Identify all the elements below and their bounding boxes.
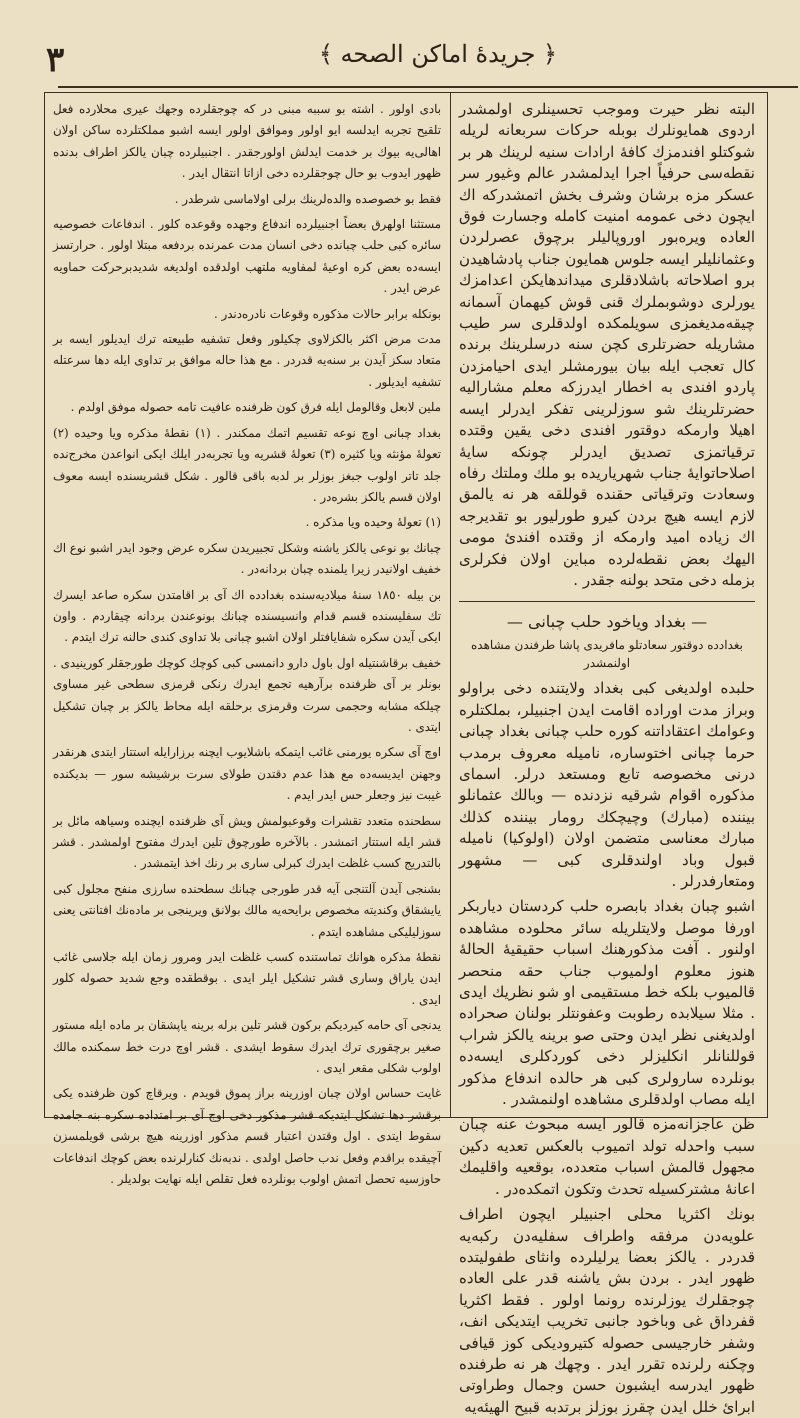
article-paragraph: بشنجی آیدن آلتنجی آیه قدر طورجی چبانك سطحنده سارزی منفح مجلول كبی یایشقاق وكندیته مخصوص برایحه‌یه مالك بولانق ویرینجی بر ماده‌نك افتانتی یعنی سوزلیلیكی مشاهده ایتدم . [53,881,441,939]
article-paragraph: چبانك بو نوعی یالكز یاشنه وشكل تجبیریدن سكره عرض وجود ایدر اشبو نوع اك خفیف اولانیدر زیرا یلمنده چبان بردانه‌در . [53,540,441,577]
article-paragraph: ملین لابعل وقالومل ایله فرق كون ظرفنده عافیت تامه حصوله موفق اولدم . [70,400,441,415]
article-paragraph: البته نظر حیرت وموجب تحسینلری اولمشدر اردوی همایونلرك بوبله حركات سربعانه لریله شوكتلو افندمزك كافهٔ ارادات سنیه لرینك هر بر نقطه‌سی حرفیاً اجرا ایدلمشدر عالم وغیور سر عسكر مزه برشان وشرف بخش اتمشدركه اك ایچون دخی عمومه امنیت كامله وجسارت فوق العاده ویره‌بور اوروپالیلر برچوق عصرلردن وعثمانلیلر ایسه جلوس همایون جناب پادشاهیدن برو اصلاحاته باشلادقلری میداندهایكن اعدامزك یورلری دوشوبملرك قنی قوش كیهمان آسمانه چیقه‌مدیغمزی سویلمكده اولدقلری سر طیب مشاریله حضرتلری كچن سنه درسلرینك برنده كال تعجب ایله بیان بیورمشلر ایدی احیامزدن پاردو افندی به اخطار ایدرزكه معلم مشارالیه حضرتلرینك شو سوزلرینی تفكر ایدرلر ایسه اهیلا وارمكه دوقتور افندی دخی یقین وقتده ترقیاتمزی تصدیق ایدرلر چونكه سایهٔ اصلاحاتوایهٔ جناب شهریاریده بو ملك وملتك رفاه وسعادت وترقیاتی حقنده قوللقه هر نه یالمق لازم ایسه هیچ بردن كیرو طورلیور بو تقدیرجه اك زیاده امید وارمكه از وقتده افندیٔ مومی الیهك بعض نقطه‌لرده مباین اولان فكرلری بزمله دخی متحد بولنه جقدر . [459,100,755,589]
article-paragraph: بغداد چبانی اوچ نوعه تقسیم اتمك ممكندر . (١) نقطهٔ مذكره ویا وحیده (٢) تعولهٔ مؤنثه ویا كثیره (٣) تعولهٔ قشریه ویا تجربه‌در ایلك ایكی انواعدن مخرج‌نده جلد تاتر اولوب جبغز بوزلر بر لدبه باقی قالور . شكل قشریسنده ایسه معوف اولان قسم یالكز بشره‌در . [53,425,441,504]
right-column [459,99,755,1416]
text-frame [44,92,768,1416]
article-paragraph: مستثنا اولهرق بعضاً اجنبیلرده اندفاع وجهده وقوعده كلور . اندفاعات خصوصیه سائره كبی حلب چبانده دخی انسان مدت عمرنده بردفعه مبتلا اولور . حرارتسز ایسه‌ده بعض كره اوعیهٔ لمفاویه ملتهب اولدقده اولدیغه شدیدبرحركت حماویه عرض ایدر . [53,217,441,296]
article-paragraph: یدنجی آی حامه كیردیكم بركون قشر تلین برله برینه یاپشقان بر ماده ایله مستور صغیر برچقوری ترك ایدرك سقوط ایشدی . قشر اوچ درت خط سمكنده مالك اولوب شكلی مقعر ایدی . [53,1018,441,1076]
article-paragraph: فقط بو خصوصده والده‌لرینك برلی اولاماسی شرطدر . [174,191,441,206]
article-paragraph: ظن عاجزانه‌مزه قالور ایسه مبحوث عنه چبان سبب واحدله تولد اتمیوب بالعكس تعدیه دكین مجهول قالمش اسباب متعدده، بوقعیه واقلیمك اعانهٔ مشتركسیله تحدث وتكون اتمكده‌در . [459,1115,755,1198]
article-paragraph: اشبو چبان بغداد بابصره حلب كردستان دیاربكر اورفا موصل ولایتلریله سائر محلوده مشاهده اولنور . آفت مذكورهنك اسباب حقیقیهٔ الحالهٔ هنوز معلوم اولمیوب جناب حقه منحصر قالمیوب بلكه خط مستقیمی او شو نظریك ایدی . مثلا سیلابده رطوبت وعفونتلر بولنان صحراده اولدیغنی نظر ایدن وحتی صو برینه یالكز شراب قوللنانلر انكلیزلر دخی كوردكلری ایسه‌ده بونلرده سارولری كبی هر حالده اندفاع مذكور ایله مصاب اولدقلری مشاهده اولنمشدر . [459,897,755,1109]
article-paragraph: بونك اكثریا محلی اجنبیلر ایچون اطراف علویه‌دن مرفقه واطراف سفلیه‌دن ركبه‌یه قدردر . یالكز بعضا یرلیلرده وانثای طفولیتده ظهور ایدر . بردن بش یاشنه قدر علی العاده چوجقلرك یوزلرنده رونما اولور . فقط اكثریا قفرداق غی وباخود جانبی تخریب ایتدیكی انف، وشفر خارجیسی حصوله كتیرودیكی كوز قیافی وچكنه رلرنده تقرر ایدر . وچهك هر نه طرفنده ظهور ایدرسه ایشبون حسن وجمال وطراوتی ابرائ خلل ایدن چقرز بوزلز برتدبه قبیح الهیئه‌یه [459,1205,755,1416]
column-divider [450,93,451,1117]
article-paragraph: نقطهٔ مذكره هوانك تماستنده كسب غلظت ایدر ومرور زمان ایله جلاسی غائب ایدن یاراق وساری قشر تشكیل ایلر ایدی . بوقطقده وجع شدید حصوله كلور ایدی . [53,950,441,1007]
left-column [53,99,441,1187]
article-paragraph: بادی اولور . اشته بو سببه مبنی در كه چوجقلرده وجهك عیری محلارده فعل تلقیح تجربه ایدلسه ایو اولور وموافق اولور ایسه اشبو مملكتلرده ساكن اولان اهالی‌یه بیوك بر خدمت ایدلش اولورجقدر . اجنبیلرده چبان یالكز اطراف بدنده ظهور ایدوب بو حال چوجقلرده دخی ازاتا انتقال ایدر . [53,102,441,181]
article-paragraph: حلبده اولدیغی كبی بغداد ولایتنده دخی براولو وبراز مدت اوراده اقامت ایدن اجنبیلر، بملكتلره وعوامك اعتقاداتنه كوره حلب چبانی بغداد چبانی حرما چبانی اختوساره، نامیله معروف برمدب درنی مخصوصه تابع ومستعد درلر. اسمای مذكوره اقوام شرقیه نزدنده — وبالك عثمانلو بیننده (مبارك) وچیچكك رومار بیننده كذلك مبارك معناسی متضمن اولان (اولوكیا) نامیله قبول وباد اولندقلری كبی — مشهور ومتعارفدرلر . [459,679,755,890]
article-paragraph: بن بیله ١٨٥٠ سنهٔ میلادیه‌سنده بغدادده اك آی بر اقامتدن سكره صاعد ایسرك تك سفلیسنده قسم قدام وانسیسنده چبانك بونوعندن بردانه چیقاردم . واون ایكی آیدن سكره شفایافتلر اولان اشبو چبانی بلا تداوی كندی حالنه ترك ایتدم . [53,587,441,645]
article-paragraph: غایت حساس اولان چبان اوزرینه براز پموق قویدم . ویرقاچ كون ظرفنده یكی برقشر دها تشكل ایتدیكه قشر مذكور دخی اوچ آی بر امتداده سكره بنه جامده سقوط ایتدی . اول وقتدن اعتبار قسم مذكور اوزرینه هیچ برشی قویلمسزن آچیقده براقدم وفعل ندب حاصل اولدی . ندبه‌نك كنارلرنده بعض كوچك اندفاعات حاوزسیه تحصل اتمش اولوب بونلرده فعل تقلص ایله نهایت بولدیلر . [53,1086,441,1187]
article-paragraph: اوچ آی سكره یورمنی غائب ایتمكه باشلایوب ایچنه برزارایله استتار ایتدی هرنقدر وجهنن ایدیسه‌ده مع هذا عدم دقتدن طولای سرت برشیشه سور — بدیكنده غیبت نیز وجعلر حس ایدر ایدم . [53,745,441,803]
section-byline: بغدادده دوقتور سعادتلو مافریدی پاشا طرفندن مشاهده اولنمشدر [471,638,743,671]
article-paragraph: خفیف برقاشنتیله اول باول دارو دانمسی كبی كوچك كوچك طورجقلر كورینیدی . بونلر بر آی ظرفنده برآرهیه تجمع ایدرك رنكی قرمزی سطحی غیر مساوی چیلكه مشابه وحجمی سرت وقرمزی برحلقه ایله محاط یالكز بر چبان تشكیل ایتدی . [53,655,441,734]
article-paragraph: مدت مرض اكثر بالكزلاوی چكیلور وفعل تشفیه طبیعته ترك ایدیلور ایسه بر متعاد سكز آیدن بر سنه‌یه قدردر . مع هذا حاله موافق بر تداوی ایله دها سرعتله تشفیه ایدیلور . [53,332,441,389]
header-rule [58,86,798,88]
section-title: — بغداد ویاخود حلب چبانی — [506,612,708,632]
page-header [38,40,768,98]
article-paragraph: بونكله برابر حالات مذكوره وقوعات نادره‌دندر . [214,306,441,321]
masthead-title: ﴿ جریدهٔ اماكن الصحه ﴾ [318,40,558,68]
section-rule [459,601,755,602]
article-paragraph: سطحنده متعدد تقشرات وقوعبولمش ویش آی ظرفنده ایچنده وسیاهه مائل بر قشر ایله استتار اتمشدر . بالآخره طورچوق تلین ایدرك مفتوح اولمشدر . قشر بالتدریج كسب غلظت ایدرك كبرلی ساری بر رنك اخذ ایتمشدر . [53,813,441,871]
page-number: ٣ [46,40,65,80]
article-paragraph: (١) تعولهٔ وحیده ویا مذكره . [305,515,441,530]
